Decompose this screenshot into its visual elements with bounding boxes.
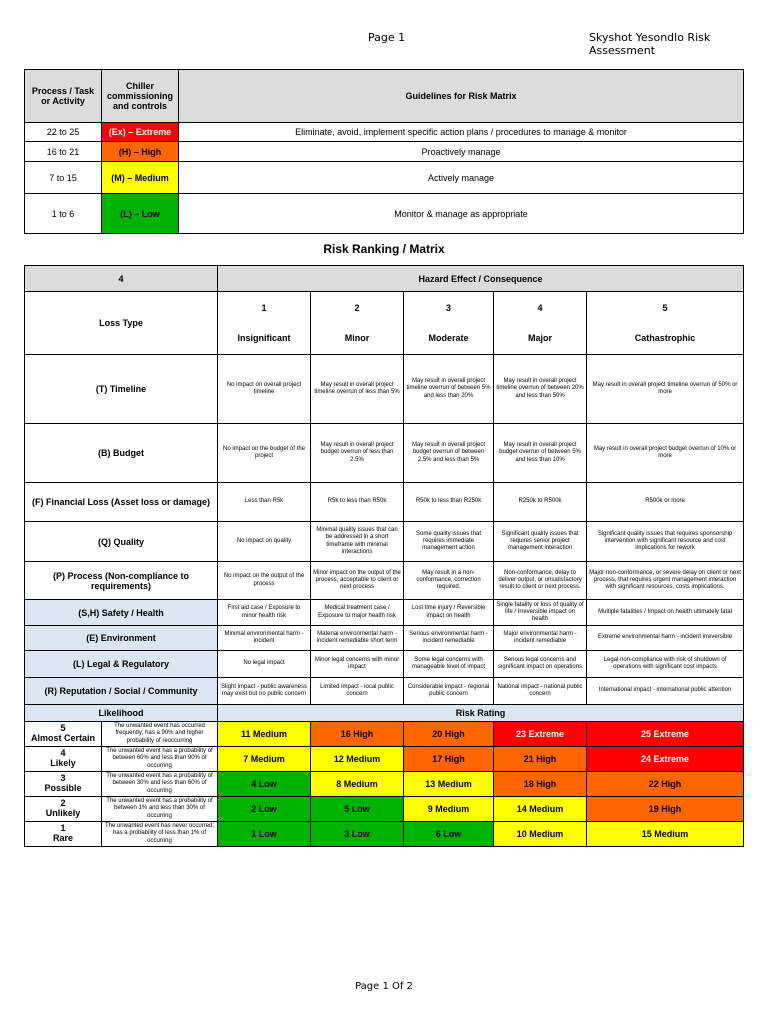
activity-header: Chiller commissioning and controls [102, 70, 179, 123]
likelihood-number: 4 [60, 748, 66, 759]
guideline-text: Proactively manage [179, 142, 744, 162]
risk-rating-cell: 7 Medium [218, 747, 311, 772]
consequence-description: May result in overall project timeline overrun of between 5% and less than 20% [404, 355, 494, 424]
consequence-description: No impact on quality [218, 522, 311, 562]
loss-type-label: (R) Reputation / Social / Community [25, 678, 218, 705]
guideline-text: Monitor & manage as appropriate [179, 194, 744, 234]
likelihood-row [25, 722, 744, 747]
risk-level-badge: (L) – Low [102, 194, 179, 234]
matrix-title: Risk Ranking / Matrix [323, 242, 445, 256]
risk-rating-cell: 5 Low [311, 797, 404, 822]
consequence-number: 1 [261, 303, 267, 313]
loss-type-row [25, 424, 744, 483]
consequence-description: Serious environmental harm - incident remediable [404, 626, 494, 651]
consequence-description: Major non-conformance, or severe delay on client or next process, that requires urgent management interaction with significant resources, costs implications. [587, 562, 744, 600]
consequence-header [218, 292, 311, 355]
likelihood-description: The unwanted event has a probability of between 30% and less than 60% of occurring [102, 772, 218, 797]
likelihood-level [25, 797, 102, 822]
likelihood-description: The unwanted event has never occurred; has a probability of less than 1% of occurring [102, 822, 218, 847]
loss-type-row [25, 562, 744, 600]
hazard-header: Hazard Effect / Consequence [218, 266, 744, 292]
risk-rating-cell: 13 Medium [404, 772, 494, 797]
likelihood-level [25, 822, 102, 847]
consequence-description: No impact on the budget of the project [218, 424, 311, 483]
consequence-description: R250k to R500k [494, 483, 587, 522]
consequence-description: May result in overall project budget overrun of 10% or more [587, 424, 744, 483]
risk-level-badge: (M) – Medium [102, 162, 179, 194]
consequence-description: May result in overall project budget overrun of between 2.5% and less than 5% [404, 424, 494, 483]
consequence-description: Legal non-compliance with risk of shutdown of operations with significant cost impacts [587, 651, 744, 678]
consequence-description: No legal impact [218, 651, 311, 678]
consequence-number: 2 [354, 303, 360, 313]
likelihood-level [25, 772, 102, 797]
risk-rating-cell: 12 Medium [311, 747, 404, 772]
consequence-description: Extreme environmental harm - incident irreversible [587, 626, 744, 651]
consequence-description: Major environmental harm - incident remediable [494, 626, 587, 651]
loss-type-label: (P) Process (Non-compliance to requirements) [25, 562, 218, 600]
risk-rating-cell: 1 Low [218, 822, 311, 847]
risk-rating-cell: 8 Medium [311, 772, 404, 797]
score-range: 1 to 6 [25, 194, 102, 234]
consequence-description: Significant quality issues that requires sponsorship intervention with significant resource and cost implications for rework [587, 522, 744, 562]
guideline-text: Actively manage [179, 162, 744, 194]
consequence-description: Minimal quality issues that can be addressed in a short timeframe with minimal interactions [311, 522, 404, 562]
likelihood-row [25, 822, 744, 847]
consequence-description: National impact - national public concern [494, 678, 587, 705]
consequence-number: 4 [537, 303, 543, 313]
likelihood-description: The unwanted event has a probability of between 1% and less than 30% of occurring [102, 797, 218, 822]
risk-rating-cell: 6 Low [404, 822, 494, 847]
likelihood-name: Almost Certain [30, 733, 95, 743]
loss-type-label: (L) Legal & Regulatory [25, 651, 218, 678]
consequence-description: May result in overall project timeline overrun of less than 5% [311, 355, 404, 424]
risk-rating-cell: 4 Low [218, 772, 311, 797]
risk-rating-cell: 3 Low [311, 822, 404, 847]
likelihood-number: 3 [60, 773, 66, 784]
consequence-description: May result in overall project budget overrun of less than 2.5% [311, 424, 404, 483]
consequence-description: Non-conformance, delay to deliver output, or unsatisfactory result to client or next process. [494, 562, 587, 600]
likelihood-number: 2 [60, 798, 66, 809]
consequence-number: 3 [446, 303, 452, 313]
page-footer: Page 1 Of 2 [355, 981, 413, 992]
consequence-description: Minor legal concerns with minor impact [311, 651, 404, 678]
risk-rating-cell: 19 High [587, 797, 744, 822]
guideline-row [25, 194, 744, 234]
risk-rating-cell: 16 High [311, 722, 404, 747]
likelihood-description: The unwanted event has a probability of between 60% and less than 90% of occurring [102, 747, 218, 772]
consequence-description: Minimal environmental harm - incident [218, 626, 311, 651]
loss-type-row [25, 651, 744, 678]
risk-rating-cell: 20 High [404, 722, 494, 747]
likelihood-number: 1 [60, 823, 66, 834]
risk-rating-cell: 10 Medium [494, 822, 587, 847]
likelihood-number: 5 [60, 723, 66, 734]
risk-rating-cell: 23 Extreme [494, 722, 587, 747]
risk-rating-cell: 24 Extreme [587, 747, 744, 772]
consequence-header [587, 292, 744, 355]
matrix-corner: 4 [25, 266, 218, 292]
consequence-description: Limited impact - local public concern [311, 678, 404, 705]
likelihood-level [25, 747, 102, 772]
likelihood-name: Unlikely [45, 808, 81, 818]
likelihood-row [25, 747, 744, 772]
loss-type-label: (T) Timeline [25, 355, 218, 424]
risk-rating-cell: 9 Medium [404, 797, 494, 822]
consequence-description: May result in overall project timeline overrun of between 20% and less than 50% [494, 355, 587, 424]
risk-level-badge: (H) – High [102, 142, 179, 162]
consequence-description: Considerable impact - regional public concern [404, 678, 494, 705]
score-range: 7 to 15 [25, 162, 102, 194]
consequence-description: No impact on the output of the process [218, 562, 311, 600]
score-range: 16 to 21 [25, 142, 102, 162]
consequence-description: Slight impact - public awareness may exist but no public concern [218, 678, 311, 705]
consequence-description: International impact - international public attention [587, 678, 744, 705]
loss-type-label: (F) Financial Loss (Asset loss or damage) [25, 483, 218, 522]
consequence-description: R50k to less than R250k [404, 483, 494, 522]
loss-type-row [25, 600, 744, 626]
consequence-description: May result in a non-conformance, correction required. [404, 562, 494, 600]
consequence-number: 5 [662, 303, 668, 313]
loss-type-row [25, 355, 744, 424]
consequence-name: Major [528, 333, 553, 343]
guidelines-header: Guidelines for Risk Matrix [179, 70, 744, 123]
risk-rating-cell: 14 Medium [494, 797, 587, 822]
likelihood-header: Likelihood [25, 705, 218, 722]
loss-type-row [25, 522, 744, 562]
risk-rating-cell: 25 Extreme [587, 722, 744, 747]
consequence-description: May result in overall project timeline overrun of 50% or more [587, 355, 744, 424]
consequence-description: Material environmental harm - incident remediable short term [311, 626, 404, 651]
loss-type-label: (S,H) Safety / Health [25, 600, 218, 626]
consequence-name: Moderate [428, 333, 469, 343]
consequence-description: Serious legal concerns and significant impact on operations [494, 651, 587, 678]
consequence-header [404, 292, 494, 355]
consequence-description: May result in overall project budget overrun of between 5% and less than 10% [494, 424, 587, 483]
risk-rating-cell: 21 High [494, 747, 587, 772]
likelihood-name: Likely [50, 758, 76, 768]
likelihood-row [25, 772, 744, 797]
process-header: Process / Task or Activity [25, 70, 102, 123]
risk-level-badge: (Ex) – Extreme [102, 123, 179, 142]
consequence-description: Minor impact on the output of the process, acceptable to client or next process [311, 562, 404, 600]
likelihood-name: Rare [52, 833, 73, 843]
consequence-header [494, 292, 587, 355]
loss-type-label: (E) Environment [25, 626, 218, 651]
page-number: Page 1 [368, 31, 406, 44]
consequence-description: Single fatality or loss of quality of life / Irreversible impact on health [494, 600, 587, 626]
risk-rating-cell: 11 Medium [218, 722, 311, 747]
guideline-row [25, 162, 744, 194]
score-range: 22 to 25 [25, 123, 102, 142]
likelihood-level [25, 722, 102, 747]
consequence-name: Insignificant [237, 333, 291, 343]
loss-type-row [25, 483, 744, 522]
consequence-header [311, 292, 404, 355]
loss-type-row [25, 678, 744, 705]
risk-rating-header: Risk Rating [218, 705, 744, 722]
consequence-description: Lost time injury / Reversible impact on health [404, 600, 494, 626]
consequence-description: Multiple fatalities / Impact on health ultimately fatal [587, 600, 744, 626]
guideline-row [25, 123, 744, 142]
consequence-description: No impact on overall project timeline [218, 355, 311, 424]
loss-type-label: (Q) Quality [25, 522, 218, 562]
consequence-description: Less than R5k [218, 483, 311, 522]
consequence-description: First aid case / Exposure to minor health risk [218, 600, 311, 626]
consequence-description: Significant quality issues that requires senior project management interaction [494, 522, 587, 562]
likelihood-name: Possible [44, 783, 82, 793]
likelihood-description: The unwanted event has occurred frequently; has a 90% and higher probability of reoccurring [102, 722, 218, 747]
loss-type-header: Loss Type [25, 292, 218, 355]
consequence-name: Minor [344, 333, 370, 343]
risk-rating-cell: 15 Medium [587, 822, 744, 847]
consequence-description: Some legal concerns with manageable level of impact [404, 651, 494, 678]
consequence-description: R500k or more [587, 483, 744, 522]
risk-rating-cell: 2 Low [218, 797, 311, 822]
loss-type-label: (B) Budget [25, 424, 218, 483]
loss-type-row [25, 626, 744, 651]
guidelines-table [24, 69, 744, 234]
likelihood-row [25, 797, 744, 822]
risk-rating-cell: 22 High [587, 772, 744, 797]
consequence-description: R5k to less than R50k [311, 483, 404, 522]
consequence-description: Some quality issues that requires immediate management action [404, 522, 494, 562]
risk-rating-cell: 17 High [404, 747, 494, 772]
risk-rating-cell: 18 High [494, 772, 587, 797]
consequence-name: Cathastrophic [634, 333, 696, 343]
document-title: Skyshot Yesondlo Risk Assessment [589, 31, 711, 57]
guideline-row [25, 142, 744, 162]
consequence-description: Medical treatment case / Exposure to major health risk [311, 600, 404, 626]
guideline-text: Eliminate, avoid, implement specific action plans / procedures to manage & monitor [179, 123, 744, 142]
risk-matrix-table [24, 265, 744, 847]
